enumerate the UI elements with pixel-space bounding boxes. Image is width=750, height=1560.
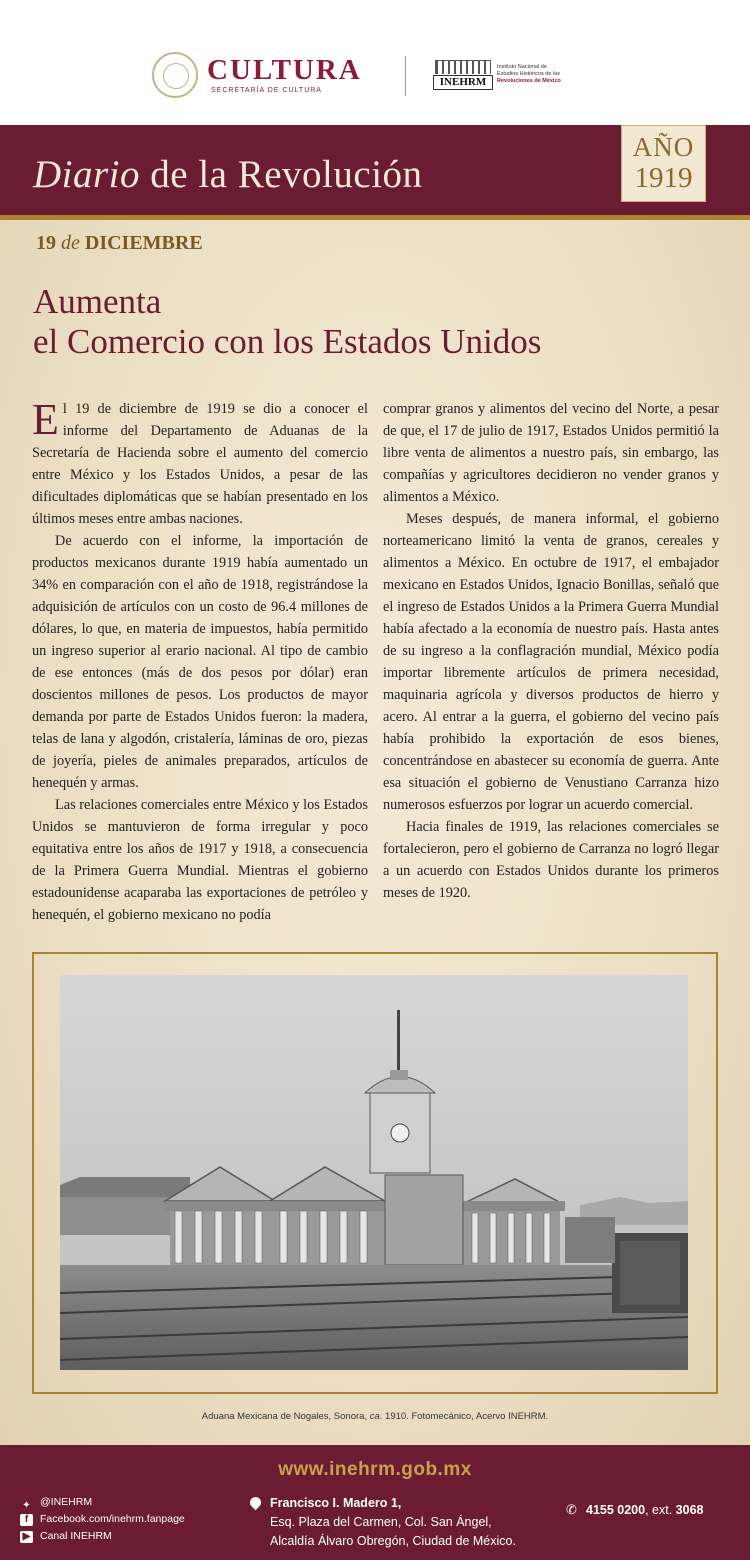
date-de: de bbox=[61, 232, 80, 254]
drop-cap: E bbox=[32, 395, 59, 444]
phone-extension: 3068 bbox=[675, 1503, 704, 1517]
address-line-2: Esq. Plaza del Carmen, Col. San Ángel, bbox=[270, 1515, 492, 1529]
phone-ext-label: , ext. bbox=[645, 1503, 676, 1517]
facebook-link[interactable] bbox=[20, 1511, 185, 1528]
twitter-link[interactable] bbox=[20, 1494, 185, 1511]
paragraph: Hacia finales de 1919, las relaciones comerciales se fortalecieron, pero el gobierno de Carranza no logró llegar a un acuerdo con Estados Unidos durante los primeros meses de 1920. bbox=[383, 819, 719, 901]
paragraph: comprar granos y alimentos del vecino del Norte, a pesar de que, el 17 de julio de 1917, Estados Unidos permitió la libre venta de alimentos a nuestro país, sin embargo, las compañías y agricultores decidieron no vender granos y alimentos a México. bbox=[383, 401, 719, 505]
logo-divider bbox=[405, 56, 406, 96]
phone-number: 4155 0200 bbox=[586, 1503, 646, 1517]
website-link[interactable]: www.inehrm.gob.mx bbox=[278, 1459, 472, 1480]
facebook-url: Facebook.com/inehrm.fanpage bbox=[40, 1513, 185, 1525]
caption-circa: ca bbox=[369, 1411, 380, 1422]
caption-part-b: . 1910. Fotomecánico, Acervo INEHRM. bbox=[379, 1411, 549, 1422]
social-links bbox=[20, 1494, 185, 1545]
cultura-logo-text: CULTURA bbox=[207, 54, 362, 86]
address-line-1: Francisco I. Madero 1, bbox=[270, 1496, 402, 1510]
date-day: 19 bbox=[36, 232, 56, 254]
twitter-handle: @INEHRM bbox=[40, 1496, 93, 1508]
historic-photo-customs-building bbox=[60, 975, 688, 1370]
facebook-icon: f bbox=[20, 1514, 33, 1526]
headline-line-2: el Comercio con los Estados Unidos bbox=[33, 322, 542, 361]
inehrm-logo: INEHRM bbox=[433, 75, 493, 90]
youtube-icon: ▶ bbox=[20, 1531, 33, 1543]
paragraph bbox=[32, 395, 368, 530]
inehrm-name-line-2: Estudios Históricos de las bbox=[497, 71, 560, 77]
publication-title bbox=[33, 152, 423, 197]
secretaria-text: SECRETARÍA DE CULTURA bbox=[211, 87, 322, 94]
year-number: 1919 bbox=[634, 162, 693, 194]
national-seal-icon bbox=[152, 52, 198, 98]
headline-line-1: Aumenta bbox=[33, 282, 162, 321]
publication-title-italic: Diario bbox=[33, 153, 141, 196]
article-headline bbox=[33, 282, 723, 362]
paragraph: Meses después, de manera informal, el gobierno norteamericano limitó la venta de granos, cereales y alimentos a México. En octubre de 1917, el embajador mexicano en Estados Unidos, Ignacio Bonillas, señaló que el ingreso de Estados Unidos a la Primera Guerra Mundial había afectado a la economía de nuestro país. Hasta antes de su ingreso a la conflagración mundial, México podía importar libremente artículos de primera necesidad, maquinaria agrícola y diversos productos de hierro y acero. Al entrar a la guerra, el gobierno del vecino país había prohibido la exportación de esos bienes, concentrándose en abastecer su economía de guerra. Ante esa situación el gobierno de Venustiano Carranza hizo numerosos esfuerzos por lograr un acuerdo comercial. bbox=[383, 511, 719, 813]
inehrm-name-line-1: Instituto Nacional de bbox=[497, 64, 547, 70]
date-month: DICIEMBRE bbox=[84, 232, 203, 254]
address-line-3: Alcaldía Álvaro Obregón, Ciudad de México. bbox=[270, 1534, 516, 1548]
photo-caption bbox=[0, 1411, 750, 1422]
address-block bbox=[250, 1494, 516, 1551]
article-date bbox=[36, 232, 203, 255]
customs-building-illustration bbox=[60, 975, 688, 1370]
youtube-channel: Canal INEHRM bbox=[40, 1530, 112, 1542]
inehrm-building-icon bbox=[435, 60, 491, 74]
paragraph: De acuerdo con el informe, la importación de productos mexicanos durante 1919 había aumentado un 34% en comparación con el año de 1918, registrándose la adquisición de artículos con un costo de 96.4 millones de dólares, lo que, en materia de impuestos, había permitido un ingreso superior al erario nacional. Al tipo de cambio de ese entonces (más de dos pesos por dólar) eran doscientos millones de pesos. Los productos de mayor demanda por parte de Estados Unidos fueron: la madera, telas de lana y algodón, cristalería, láminas de oro, piezas de joyería, pieles de animales preparados, artículos de henequén y armas. bbox=[32, 533, 368, 791]
inehrm-full-name bbox=[497, 64, 587, 85]
publication-title-rest: de la Revolución bbox=[140, 153, 423, 196]
caption-part-a: Aduana Mexicana de Nogales, Sonora, bbox=[201, 1411, 370, 1422]
article-column-right bbox=[383, 398, 719, 904]
paragraph: Las relaciones comerciales entre México y los Estados Unidos se mantuvieron de forma irregular y poco equitativa entre los años de 1917 y 1918, a consecuencia de la Primera Guerra Mundial. Mientras el gobierno estadounidense acaparaba las exportaciones de petróleo y henequén, el gobierno mexicano no podía bbox=[32, 797, 368, 923]
year-box bbox=[621, 125, 706, 202]
logo-header bbox=[0, 0, 750, 125]
phone-block[interactable] bbox=[566, 1502, 703, 1518]
twitter-icon: ✦ bbox=[22, 1499, 31, 1511]
inehrm-name-line-3: Revoluciones de México bbox=[497, 78, 561, 84]
paragraph-text: l 19 de diciembre de 1919 se dio a conocer el informe del Departamento de Aduanas de la Secretaría de Hacienda sobre el aumento del comercio entre México y los Estados Unidos, a pesar de las dificultades diplomáticas que se habían presentado en los últimos meses entre ambas naciones. bbox=[32, 401, 368, 527]
phone-icon: ✆ bbox=[566, 1502, 577, 1517]
year-label: AÑO bbox=[632, 132, 695, 162]
youtube-link[interactable] bbox=[20, 1528, 185, 1545]
article-column-left bbox=[32, 395, 368, 926]
